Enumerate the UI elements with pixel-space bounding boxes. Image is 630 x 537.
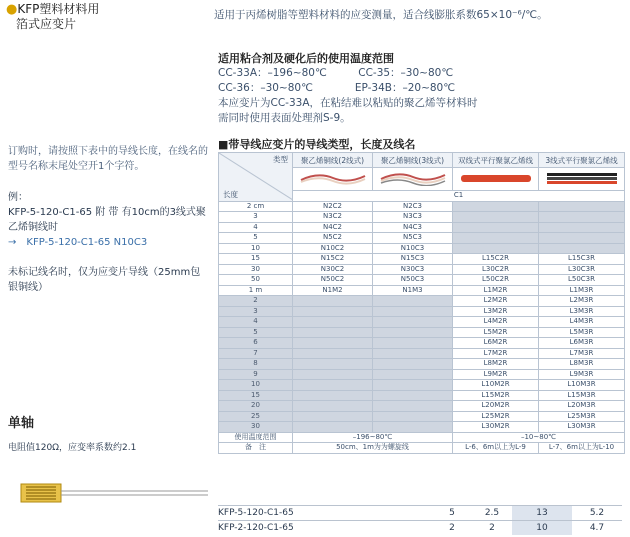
length-cell: 15 <box>219 390 293 401</box>
code-cell: L4M2R <box>453 317 539 328</box>
code-cell: L20M3R <box>539 401 625 412</box>
code-cell: L7M3R <box>539 348 625 359</box>
spec-cell: 4.7 <box>572 521 622 536</box>
code-cell: L4M3R <box>539 317 625 328</box>
code-cell: L3M3R <box>539 306 625 317</box>
table-row <box>219 401 625 412</box>
length-cell: 8 <box>219 359 293 370</box>
code-cell <box>539 243 625 254</box>
code-cell <box>539 201 625 212</box>
order-note: 订购时，请按照下表中的导线长度，在线名的型号名称末尾处空开1个字符。 <box>8 146 208 172</box>
code-cell: N15C3 <box>373 254 453 265</box>
header-cell: 聚乙烯铜线(2线式) <box>293 153 373 168</box>
code-cell: L15M3R <box>539 390 625 401</box>
code-cell: L10M2R <box>453 380 539 391</box>
code-cell: L1M3R <box>539 285 625 296</box>
code-cell <box>293 422 373 433</box>
table-row <box>219 411 625 422</box>
length-cell: 3 <box>219 212 293 223</box>
code-cell: L2M3R <box>539 296 625 307</box>
wire-image <box>453 168 539 191</box>
code-cell: L25M2R <box>453 411 539 422</box>
table-row <box>219 264 625 275</box>
code-cell <box>293 359 373 370</box>
length-cell: 5 <box>219 233 293 244</box>
c1-label: C1 <box>293 191 625 202</box>
code-cell: L8M3R <box>539 359 625 370</box>
length-cell: 4 <box>219 317 293 328</box>
code-cell: N30C3 <box>373 264 453 275</box>
length-cell: 25 <box>219 411 293 422</box>
temp-range-label: 使用温度范围 <box>219 432 293 443</box>
note-cell: L-7、6m以上为L-10 <box>539 443 625 454</box>
length-cell: 3 <box>219 306 293 317</box>
table-row <box>219 243 625 254</box>
code-cell: N30C2 <box>293 264 373 275</box>
code-cell <box>293 411 373 422</box>
temp-line: CC-36：–30~80℃ EP-34B：–20~80℃ <box>218 82 456 94</box>
code-cell: L5M3R <box>539 327 625 338</box>
table-row <box>219 296 625 307</box>
code-cell: L50C3R <box>539 275 625 286</box>
code-cell: N5C3 <box>373 233 453 244</box>
table-row <box>219 359 625 370</box>
code-cell: L10M3R <box>539 380 625 391</box>
length-cell: 9 <box>219 369 293 380</box>
code-cell <box>539 212 625 223</box>
temp-range-value: –10~80℃ <box>453 432 625 443</box>
length-cell: 10 <box>219 380 293 391</box>
wire-image <box>539 168 625 191</box>
code-cell <box>373 380 453 391</box>
code-cell <box>373 369 453 380</box>
code-cell: N1M3 <box>373 285 453 296</box>
length-cell: 50 <box>219 275 293 286</box>
spec-cell: 5.2 <box>572 506 622 521</box>
temp-line: 本应变片为CC-33A，在粘结难以粘贴的聚乙烯等材料时 <box>218 97 478 109</box>
note-label: 备 注 <box>219 443 293 454</box>
code-cell: L30M3R <box>539 422 625 433</box>
code-cell <box>539 233 625 244</box>
code-cell: N1M2 <box>293 285 373 296</box>
table-row <box>219 212 625 223</box>
code-cell <box>453 201 539 212</box>
temp-heading: 适用粘合剂及硬化后的使用温度范围 <box>218 52 394 65</box>
spacer-cell <box>388 521 432 536</box>
code-cell <box>293 296 373 307</box>
code-cell: L5M2R <box>453 327 539 338</box>
product-title: ●KFP塑料材料用 箔式应变片 <box>6 2 100 31</box>
length-cell: 2 <box>219 296 293 307</box>
code-cell: N15C2 <box>293 254 373 265</box>
code-cell <box>539 222 625 233</box>
length-cell: 7 <box>219 348 293 359</box>
header-cell: 3线式平行聚氯乙烯线 <box>539 153 625 168</box>
length-cell: 4 <box>219 222 293 233</box>
table-row <box>219 222 625 233</box>
code-cell: L25M3R <box>539 411 625 422</box>
table-row <box>219 317 625 328</box>
code-cell <box>293 317 373 328</box>
code-cell: L8M2R <box>453 359 539 370</box>
note-cell: 50cm、1m为为螺旋线 <box>293 443 453 454</box>
spec-cell: 2.5 <box>472 506 512 521</box>
arrow-icon: → <box>8 237 17 248</box>
header-cell: 聚乙烯铜线(3线式) <box>373 153 453 168</box>
code-cell: N50C3 <box>373 275 453 286</box>
table-row <box>219 369 625 380</box>
code-cell <box>293 401 373 412</box>
code-cell <box>453 212 539 223</box>
code-cell <box>453 222 539 233</box>
code-cell: N3C3 <box>373 212 453 223</box>
product-table <box>218 505 622 535</box>
code-cell: N2C2 <box>293 201 373 212</box>
code-cell: N10C2 <box>293 243 373 254</box>
example-block <box>8 190 213 250</box>
length-cell: 30 <box>219 422 293 433</box>
code-cell: L9M3R <box>539 369 625 380</box>
length-cell: 6 <box>219 338 293 349</box>
table-row <box>219 327 625 338</box>
code-cell: L50C2R <box>453 275 539 286</box>
code-cell <box>293 380 373 391</box>
code-cell <box>373 338 453 349</box>
table-row <box>219 233 625 244</box>
length-cell: 30 <box>219 264 293 275</box>
code-cell: L15C2R <box>453 254 539 265</box>
code-cell: N10C3 <box>373 243 453 254</box>
code-cell <box>373 306 453 317</box>
code-cell: L6M3R <box>539 338 625 349</box>
code-cell: N2C3 <box>373 201 453 212</box>
code-cell <box>453 243 539 254</box>
code-cell <box>453 233 539 244</box>
spec-cell: 5 <box>432 506 472 521</box>
axis-subtitle: 电阻值120Ω，应变率系数约2.1 <box>8 443 137 453</box>
length-cell: 20 <box>219 401 293 412</box>
table-heading: ■带导线应变片的导线类型，长度及线名 <box>218 138 416 151</box>
length-cell: 15 <box>219 254 293 265</box>
table-row <box>219 201 625 212</box>
spec-cell: 2 <box>472 521 512 536</box>
code-cell: N3C2 <box>293 212 373 223</box>
temp-line: CC-33A：–196~80℃ CC-35：–30~80℃ <box>218 67 454 79</box>
code-cell <box>373 348 453 359</box>
length-cell: 10 <box>219 243 293 254</box>
wire-image <box>373 168 453 191</box>
code-cell <box>373 317 453 328</box>
code-cell: L7M2R <box>453 348 539 359</box>
code-cell: N4C3 <box>373 222 453 233</box>
code-cell <box>373 411 453 422</box>
code-cell: N4C2 <box>293 222 373 233</box>
example-result: KFP-5-120-C1-65 N10C3 <box>26 237 148 248</box>
table-row <box>219 422 625 433</box>
product-row <box>218 506 622 521</box>
temp-range-value: –196~80℃ <box>293 432 453 443</box>
code-cell <box>293 306 373 317</box>
spec-cell: 13 <box>512 506 572 521</box>
table-row <box>219 285 625 296</box>
temp-line: 需同时使用表面处理剂S-9。 <box>218 112 351 124</box>
model-cell: KFP-2-120-C1-65 <box>218 521 388 536</box>
code-cell: N5C2 <box>293 233 373 244</box>
corner-cell: 类型 长度 <box>219 153 293 202</box>
table-row <box>219 275 625 286</box>
code-cell: N50C2 <box>293 275 373 286</box>
table-row <box>219 338 625 349</box>
code-cell: L9M2R <box>453 369 539 380</box>
code-cell <box>373 359 453 370</box>
code-cell <box>373 327 453 338</box>
table-row <box>219 380 625 391</box>
code-cell <box>293 390 373 401</box>
code-cell: L30C3R <box>539 264 625 275</box>
model-cell: KFP-5-120-C1-65 <box>218 506 388 521</box>
code-cell: L1M2R <box>453 285 539 296</box>
length-cell: 2 cm <box>219 201 293 212</box>
lead-wire-table <box>218 152 625 454</box>
code-cell: L20M2R <box>453 401 539 412</box>
code-cell <box>293 338 373 349</box>
code-cell <box>373 401 453 412</box>
length-cell: 1 m <box>219 285 293 296</box>
bullet-icon: ● <box>6 2 18 17</box>
spacer-cell <box>388 506 432 521</box>
wire-image <box>293 168 373 191</box>
code-cell <box>293 327 373 338</box>
intro-text: 适用于丙烯树脂等塑料材料的应变测量，适合线膨胀系数65×10⁻⁶/℃。 <box>214 9 548 21</box>
code-cell: L30M2R <box>453 422 539 433</box>
length-cell: 5 <box>219 327 293 338</box>
note-cell: L-6、6m以上为L-9 <box>453 443 539 454</box>
example-line: KFP-5-120-C1-65 附 带 有10cm的3线式聚乙烯铜线时 <box>8 207 206 233</box>
code-cell <box>373 390 453 401</box>
table-row <box>219 306 625 317</box>
code-cell <box>373 422 453 433</box>
header-cell: 双线式平行聚氯乙烯线 <box>453 153 539 168</box>
code-cell: L3M2R <box>453 306 539 317</box>
code-cell <box>373 296 453 307</box>
code-cell <box>293 348 373 359</box>
strain-gauge-image <box>20 482 210 504</box>
unmarked-note: 未标记线名时，仅为应变片导线（25mm包银铜线） <box>8 267 201 293</box>
spec-cell: 2 <box>432 521 472 536</box>
spec-cell: 10 <box>512 521 572 536</box>
code-cell: L15M2R <box>453 390 539 401</box>
code-cell: L6M2R <box>453 338 539 349</box>
product-row <box>218 521 622 536</box>
example-label: 例： <box>8 192 28 203</box>
code-cell: L30C2R <box>453 264 539 275</box>
table-row <box>219 390 625 401</box>
code-cell <box>293 369 373 380</box>
code-cell: L15C3R <box>539 254 625 265</box>
code-cell: L2M2R <box>453 296 539 307</box>
axis-title: 单轴 <box>8 416 35 431</box>
table-row <box>219 254 625 265</box>
table-row <box>219 348 625 359</box>
